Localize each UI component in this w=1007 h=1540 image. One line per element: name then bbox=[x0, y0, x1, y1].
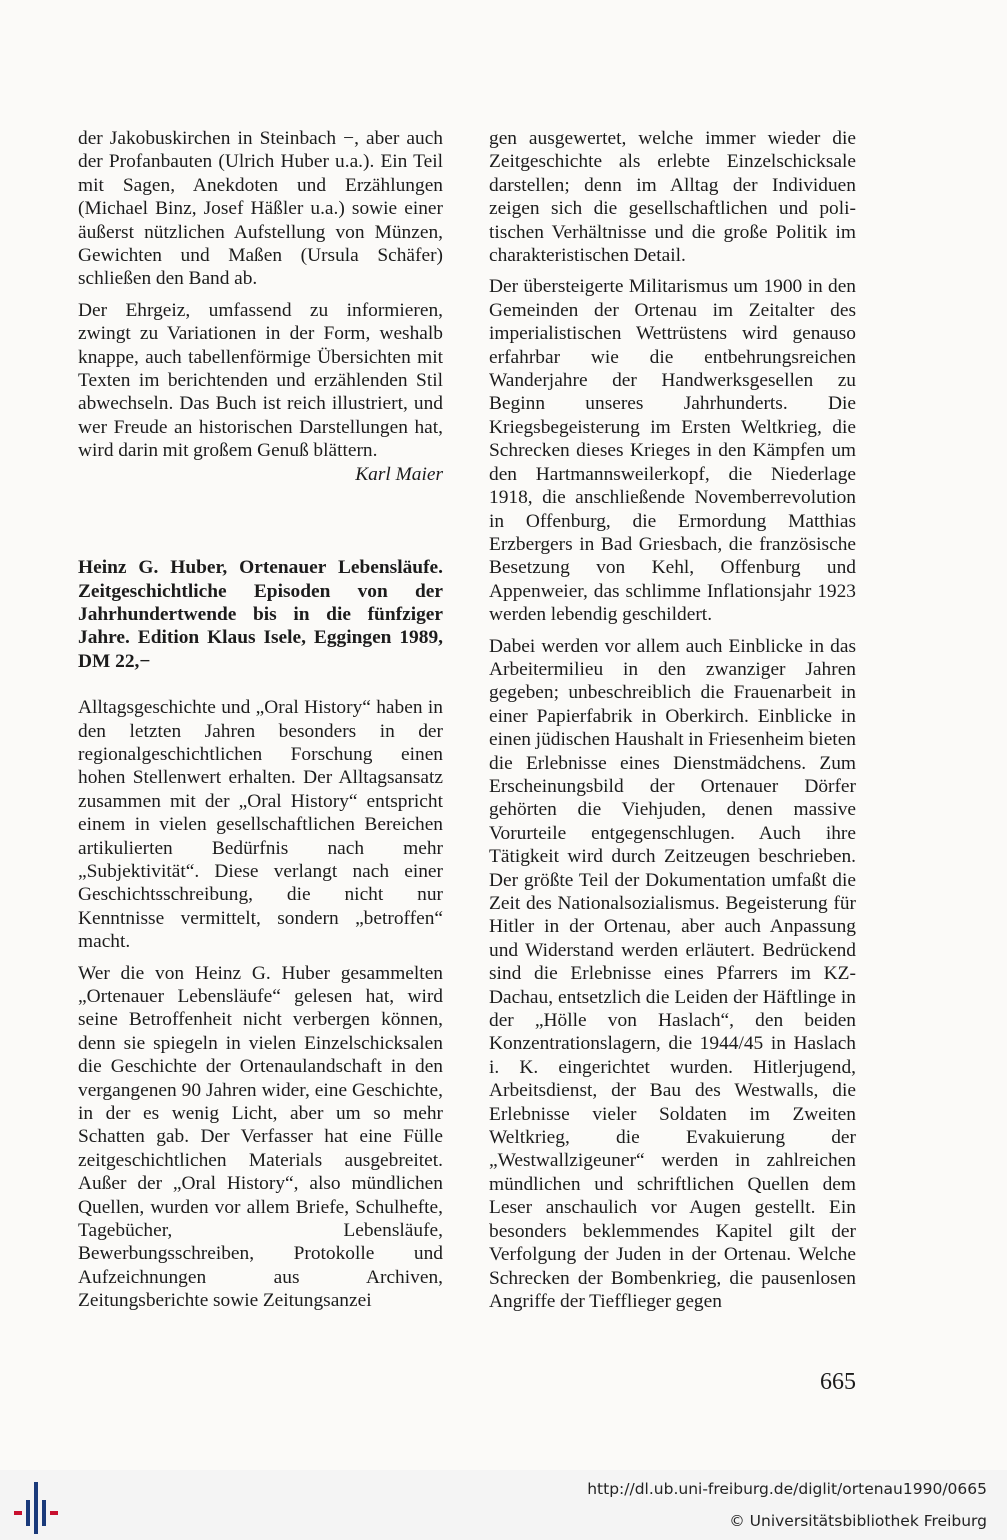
paragraph: Alltagsgeschichte und „Oral History“ haben in den letzten Jahren besonders in der regionalgeschichtlichen Forschung einen hohen Stellenwert erhalten. Der Alltagsansatz zusammen mit der „Oral History“ entspricht einem in vielen gesellschaftlichen Bereichen artikulierten Bedürfnis nach mehr „Subjektivität“. Diese verlangt nach einer Geschichtsschreibung, die nicht nur Kenntnisse vermittelt, sondern „betroffen“ macht. bbox=[78, 697, 443, 953]
copyright-notice: © Universitätsbibliothek Freiburg bbox=[729, 1512, 987, 1530]
paragraph: Dabei werden vor allem auch Einblicke in das Arbeitermilieu in den zwanziger Jahren gegeben; unbeschreiblich die Frauenarbeit in einer Papierfabrik in Oberkirch. Einblicke in einen jüdischen Haushalt in Friesenheim bieten die Erlebnisse eines Dienstmädchens. Zum Erscheinungsbild der Ortenauer Dörfer gehörten die Viehjuden, denen massive Vorurteile entgegenschlugen. Auch ihre Tätigkeit wird durch Zeitzeugen beschrieben. Der größte Teil der Dokumentation umfaßt die Zeit des Nationalsozialismus. Begeisterung für Hitler in der Ortenau, aber auch Anpassung und Widerstand werden erläutert. Bedrückend sind die Erlebnisse eines Pfarrers im KZ-Dachau, entsetzlich die Leiden der Häftlinge in der „Hölle von Haslach“, den beiden Konzentrationslagern, die 1944/45 in Haslach i. K. eingerichtet wurden. Hitlerjugend, Arbeitsdienst, der Bau des Westwalls, die Erlebnisse vieler Soldaten im Zweiten Weltkrieg, die Evakuierung der „Westwallzigeuner“ werden in zahlreichen mündlichen und schriftlichen Quellen dem Leser anschaulich vor Augen gestellt. Ein besonders beklemmendes Kapitel gilt der Verfolgung der Juden in der Ortenau. Welche Schrecken der Bombenkrieg, die pausenlosen Angriffe der Tiefflieger gegen bbox=[489, 635, 856, 1312]
paragraph: Der übersteigerte Militarismus um 1900 in den Gemeinden der Ortenau im Zeitalter des imperialistischen Wettrüstens wird genauso erfahrbar wie die entbehrungsreichen Wanderjahre der Handwerksgesellen zu Beginn unseres Jahrhunderts. Die Kriegsbegeisterung im Ersten Weltkrieg, die Schrecken dieses Krieges in den Kämpfen um den Hartmannsweilerkopf, die Niederlage 1918, die anschließende Novemberrevolution in Offenburg, die Ermordung Matthias Erzbergers in Bad Griesbach, die französische Besetzung von Kehl, Offenburg und Appenweier, das schlimme Inflationsjahr 1923 werden lebendig geschildert. bbox=[489, 276, 856, 626]
university-library-logo-icon bbox=[14, 1478, 68, 1534]
review-signature: Karl Maier bbox=[355, 463, 443, 485]
page-number: 665 bbox=[820, 1369, 856, 1395]
paragraph: Der Ehrgeiz, umfassend zu informieren, zwingt zu Variationen in der Form, weshalb knappe, auch tabellenförmige Übersichten mit Texten im berichtenden und erzählenden Stil abwechseln. Das Buch ist reich illustriert, und wer Freude an historischen Darstellungen hat, wird darin mit großem Genuß blättern. bbox=[78, 299, 443, 462]
permalink-url[interactable]: http://dl.ub.uni-freiburg.de/diglit/ortenau1990/0665 bbox=[587, 1480, 987, 1498]
spacer bbox=[78, 673, 443, 696]
paragraph: Wer die von Heinz G. Huber gesammelten „Ortenauer Lebensläufe“ gelesen hat, wird seine Betroffenheit nicht verbergen können, denn sie spiegeln in vielen Einzelschicksalen die Geschichte der Ortenaulandschaft in den vergangenen 90 Jahren wider, eine Geschichte, in der es wenig Licht, aber um so mehr Schatten gab. Der Verfasser hat eine Fülle zeitgeschichtlichen Materials ausgebreitet. Außer der „Oral History“, also mündlichen Quellen, wurden vor allem Briefe, Schulhefte, Tagebücher, Lebensläufe, Bewerbungsschreiben, Protokolle und Aufzeichnungen aus Archiven, Zeitungsberichte sowie Zeitungsanzei bbox=[78, 962, 443, 1312]
right-column bbox=[489, 127, 856, 1313]
spacer bbox=[78, 486, 443, 556]
paragraph: gen ausgewertet, welche immer wieder die Zeitgeschichte als erlebte Einzelschicksale darstellen; denn im Alltag der Individuen zeigen sich die gesellschaftlichen und politischen Verhältnisse und die große Politik im charakteristischen Detail. bbox=[489, 128, 856, 267]
paragraph: der Jakobuskirchen in Steinbach −, aber auch der Profanbauten (Ulrich Huber u.a.). Ein Teil mit Sagen, Anekdoten und Erzählungen (Michael Binz, Josef Häßler u.a.) sowie einer äußerst nützlichen Aufstellung von Münzen, Gewichten und Maßen (Ursula Schäfer) schließen den Band ab. bbox=[78, 128, 443, 290]
book-review-heading: Heinz G. Huber, Ortenauer Lebensläufe. Zeitgeschichtliche Episoden von der Jahrhundertwende bis in die fünfziger Jahre. Edition Klaus Isele, Eggingen 1989, DM 22,− bbox=[78, 557, 443, 672]
left-column bbox=[78, 127, 443, 1313]
footer-bar bbox=[0, 1470, 1007, 1540]
